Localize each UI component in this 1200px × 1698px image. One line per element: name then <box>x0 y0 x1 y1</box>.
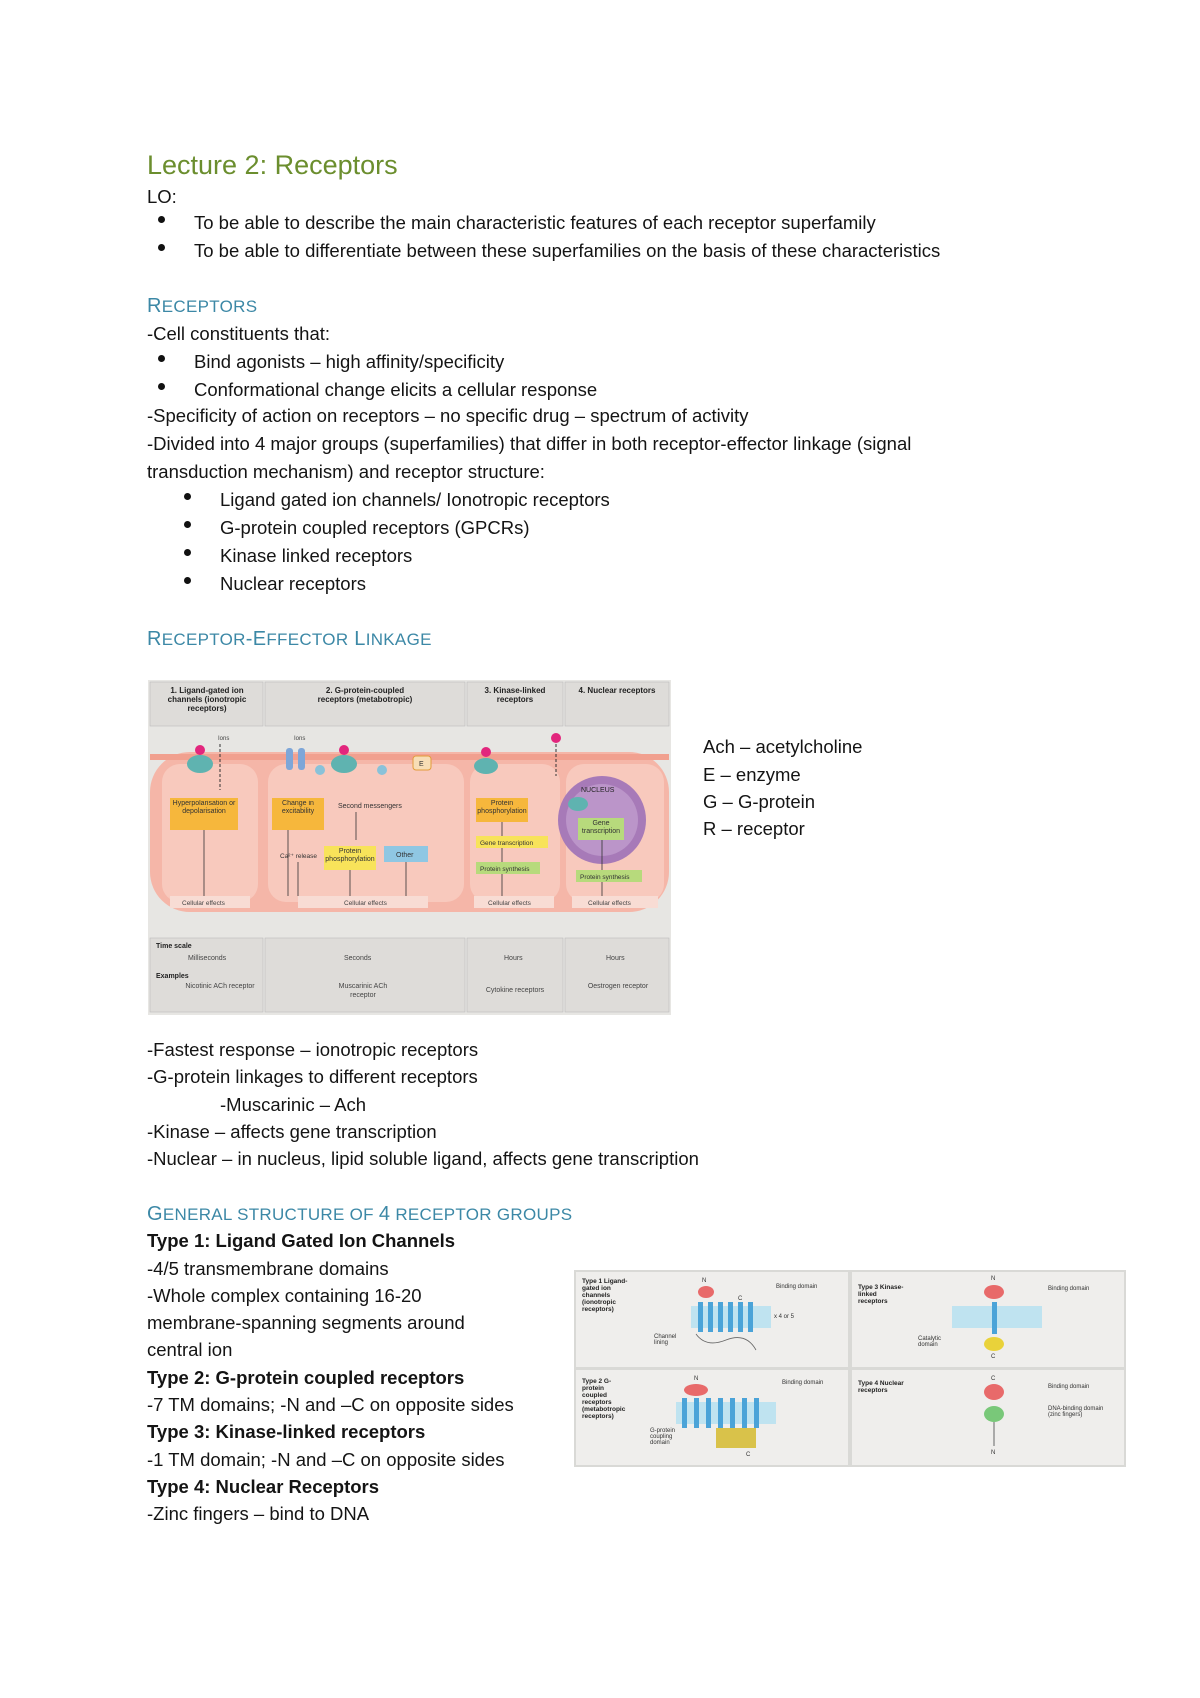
fig-ions-label: Ions <box>294 736 306 742</box>
text-line: -G-protein linkages to different receptors <box>147 1066 478 1087</box>
text-line: -Whole complex containing 16-20 <box>147 1285 422 1306</box>
fig-ions-label: Ions <box>218 736 230 742</box>
fig-timescale: Milliseconds <box>188 955 227 962</box>
fig-box-hyper: Hyperpolarisation or depolarisation <box>172 800 236 815</box>
bullet-icon <box>184 521 191 528</box>
fig-box-kin-gene: Gene transcription <box>480 840 534 847</box>
fig-box-other: Other <box>396 852 414 859</box>
fig-example: Oestrogen receptor <box>587 983 649 990</box>
text-line: -Kinase – affects gene transcription <box>147 1121 437 1142</box>
fig-example: Nicotinic ACh receptor <box>185 983 255 990</box>
lo-item: To be able to differentiate between these superfamilies on the basis of these characteristics <box>194 240 941 261</box>
section-heading-structure: GENERAL STRUCTURE OF 4 RECEPTOR GROUPS <box>147 1203 573 1225</box>
fig-box-nuc-gene: Gene transcription <box>581 820 621 835</box>
text-line: membrane-spanning segments around <box>147 1312 465 1333</box>
fig-box-kin-synth: Protein synthesis <box>480 866 530 873</box>
panel-type4: Type 4 Nuclear receptors C N Binding domain DNA-binding domain (zinc fingers) <box>852 1370 1124 1465</box>
fig-box-excitability: Change in excitability <box>281 800 315 815</box>
type-title: Type 2: G-protein coupled receptors <box>147 1367 465 1388</box>
page-title: Lecture 2: Receptors <box>147 150 398 180</box>
receptor-structure-figure <box>574 1270 1126 1467</box>
fig-col-header: 2. G-protein-coupled receptors (metabotropic) <box>317 686 413 704</box>
receptor-effector-figure <box>148 680 671 1015</box>
legend-item: R – receptor <box>703 818 805 839</box>
text-line: central ion <box>147 1339 233 1360</box>
text-line: -7 TM domains; -N and –C on opposite sides <box>147 1394 514 1415</box>
fig-example: Cytokine receptors <box>485 987 545 994</box>
panel-type2: Type 2 G-protein coupled receptors (metabotropic receptors) N C Binding domain G-protein coupling domain <box>576 1370 848 1465</box>
section-heading-linkage: RECEPTOR-EFFECTOR LINKAGE <box>147 628 432 650</box>
fig-timescale: Hours <box>606 955 625 962</box>
svg-text:E: E <box>419 761 424 768</box>
list-item: Ligand gated ion channels/ Ionotropic receptors <box>220 489 610 510</box>
fig-nucleus-label: NUCLEUS <box>581 787 615 794</box>
section-heading-receptors: RECEPTORS <box>147 295 258 317</box>
panel-type3: Type 3 Kinase-linked receptors N C Binding domain Catalytic domain <box>852 1272 1124 1367</box>
text-line: -Zinc fingers – bind to DNA <box>147 1503 370 1524</box>
text-line: -Cell constituents that: <box>147 323 331 344</box>
text-line: -Specificity of action on receptors – no specific drug – spectrum of activity <box>147 405 749 426</box>
fig-col-header: 3. Kinase-linked receptors <box>484 686 546 704</box>
text-line: -4/5 transmembrane domains <box>147 1258 389 1279</box>
text-line: -1 TM domain; -N and –C on opposite sides <box>147 1449 505 1470</box>
fig-box-nuc-synth: Protein synthesis <box>580 874 630 881</box>
bullet-icon <box>158 216 165 223</box>
text-line: -Muscarinic – Ach <box>220 1094 366 1115</box>
text-line: -Nuclear – in nucleus, lipid soluble ligand, affects gene transcription <box>147 1148 699 1169</box>
fig-effects: Cellular effects <box>488 900 531 907</box>
lo-label: LO: <box>147 186 177 207</box>
fig-box-protphos: Protein phosphorylation <box>325 848 375 863</box>
fig-timescale: Hours <box>504 955 523 962</box>
bullet-icon <box>184 577 191 584</box>
fig-effects: Cellular effects <box>182 900 225 907</box>
text-line: -Divided into 4 major groups (superfamilies) that differ in both receptor-effector linkage (signal <box>147 433 912 454</box>
fig-effects: Cellular effects <box>344 900 387 907</box>
fig-effects: Cellular effects <box>588 900 631 907</box>
fig-example: Muscarinic ACh receptor <box>338 983 388 999</box>
type-title: Type 4: Nuclear Receptors <box>147 1476 380 1497</box>
panel-type1: Type 1 Ligand-gated ion channels (ionotropic receptors) N C Binding domain x 4 or 5 Channel lining <box>576 1272 848 1367</box>
list-item: Conformational change elicits a cellular response <box>194 379 598 400</box>
bullet-icon <box>184 493 191 500</box>
legend-item: Ach – acetylcholine <box>703 736 863 757</box>
list-item: G-protein coupled receptors (GPCRs) <box>220 517 530 538</box>
fig-examples-label: Examples <box>156 973 189 980</box>
fig-col-header: 4. Nuclear receptors <box>578 686 656 695</box>
text-line: -Fastest response – ionotropic receptors <box>147 1039 479 1060</box>
bullet-icon <box>184 549 191 556</box>
text-line: transduction mechanism) and receptor structure: <box>147 461 545 482</box>
bullet-icon <box>158 244 165 251</box>
legend-item: G – G-protein <box>703 791 816 812</box>
fig-timescale-label: Time scale <box>156 943 192 950</box>
type-title: Type 1: Ligand Gated Ion Channels <box>147 1230 456 1251</box>
bullet-icon <box>158 355 165 362</box>
type-title: Type 3: Kinase-linked receptors <box>147 1421 426 1442</box>
fig-box-ca: Ca²⁺ release <box>280 853 318 860</box>
fig-col-header: 1. Ligand-gated ion channels (ionotropic receptors) <box>167 686 247 713</box>
fig-timescale: Seconds <box>344 955 372 962</box>
list-item: Bind agonists – high affinity/specificity <box>194 351 505 372</box>
list-item: Nuclear receptors <box>220 573 367 594</box>
list-item: Kinase linked receptors <box>220 545 413 566</box>
bullet-icon <box>158 383 165 390</box>
lo-item: To be able to describe the main characteristic features of each receptor superfamily <box>194 212 876 233</box>
fig-box-second: Second messengers <box>338 803 402 810</box>
fig-box-kin-protphos: Protein phosphorylation <box>477 800 527 815</box>
legend-item: E – enzyme <box>703 764 801 785</box>
